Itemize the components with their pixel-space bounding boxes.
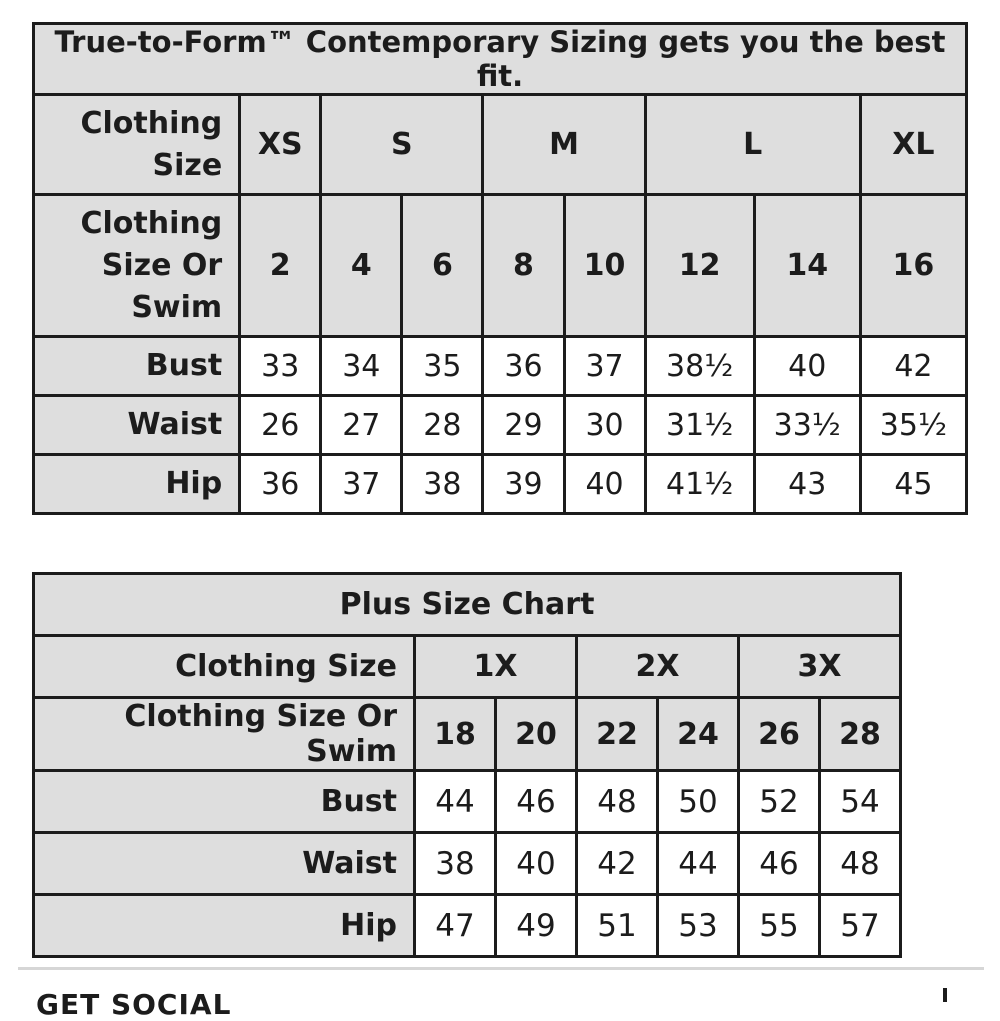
footer-heading: GET SOCIAL xyxy=(36,988,232,1021)
clothing-size-label: Clothing Size xyxy=(34,95,240,195)
size-number: 16 xyxy=(860,195,966,337)
bust-value: 40 xyxy=(754,337,860,396)
footer-divider xyxy=(18,967,984,970)
size-number: 4 xyxy=(321,195,402,337)
size-number: 10 xyxy=(564,195,645,337)
size-number: 2 xyxy=(240,195,321,337)
hip-value: 37 xyxy=(321,455,402,514)
size-m: M xyxy=(483,95,645,195)
hip-value: 38 xyxy=(402,455,483,514)
contemporary-title: True-to-Form™ Contemporary Sizing gets you the best fit. xyxy=(34,24,967,95)
plus-title: Plus Size Chart xyxy=(34,574,901,636)
waist-value: 33½ xyxy=(754,396,860,455)
hip-value: 49 xyxy=(496,895,577,957)
bust-value: 36 xyxy=(483,337,564,396)
hip-label: Hip xyxy=(34,455,240,514)
bust-value: 50 xyxy=(658,771,739,833)
size-number: 24 xyxy=(658,698,739,771)
bust-row xyxy=(34,337,967,396)
waist-row xyxy=(34,396,967,455)
bust-value: 38½ xyxy=(645,337,754,396)
waist-value: 40 xyxy=(496,833,577,895)
size-number: 6 xyxy=(402,195,483,337)
size-1x: 1X xyxy=(415,636,577,698)
waist-value: 31½ xyxy=(645,396,754,455)
waist-value: 30 xyxy=(564,396,645,455)
bust-value: 48 xyxy=(577,771,658,833)
plus-bust-row xyxy=(34,771,901,833)
size-number: 14 xyxy=(754,195,860,337)
hip-value: 55 xyxy=(739,895,820,957)
size-number: 12 xyxy=(645,195,754,337)
plus-size-chart xyxy=(32,572,902,958)
bust-value: 37 xyxy=(564,337,645,396)
size-s: S xyxy=(321,95,483,195)
hip-row xyxy=(34,455,967,514)
size-xl: XL xyxy=(860,95,966,195)
bust-label: Bust xyxy=(34,337,240,396)
waist-value: 26 xyxy=(240,396,321,455)
bust-value: 42 xyxy=(860,337,966,396)
bust-value: 33 xyxy=(240,337,321,396)
hip-value: 45 xyxy=(860,455,966,514)
plus-clothing-size-label: Clothing Size xyxy=(34,636,415,698)
hip-value: 57 xyxy=(820,895,901,957)
bust-value: 44 xyxy=(415,771,496,833)
bust-value: 54 xyxy=(820,771,901,833)
bust-value: 46 xyxy=(496,771,577,833)
waist-value: 29 xyxy=(483,396,564,455)
waist-value: 38 xyxy=(415,833,496,895)
plus-size-row xyxy=(34,636,901,698)
size-number: 18 xyxy=(415,698,496,771)
hip-label: Hip xyxy=(34,895,415,957)
size-row xyxy=(34,95,967,195)
hip-value: 43 xyxy=(754,455,860,514)
waist-value: 42 xyxy=(577,833,658,895)
size-number: 26 xyxy=(739,698,820,771)
size-number: 8 xyxy=(483,195,564,337)
hip-value: 36 xyxy=(240,455,321,514)
hip-value: 47 xyxy=(415,895,496,957)
plus-swim-size-row xyxy=(34,698,901,771)
clothing-swim-label: Clothing Size Or Swim xyxy=(34,195,240,337)
bust-value: 35 xyxy=(402,337,483,396)
waist-label: Waist xyxy=(34,833,415,895)
waist-value: 44 xyxy=(658,833,739,895)
size-number: 20 xyxy=(496,698,577,771)
hip-value: 41½ xyxy=(645,455,754,514)
waist-value: 35½ xyxy=(860,396,966,455)
waist-value: 27 xyxy=(321,396,402,455)
hip-value: 53 xyxy=(658,895,739,957)
waist-value: 28 xyxy=(402,396,483,455)
hip-value: 39 xyxy=(483,455,564,514)
plus-waist-row xyxy=(34,833,901,895)
hip-value: 40 xyxy=(564,455,645,514)
plus-hip-row xyxy=(34,895,901,957)
size-xs: XS xyxy=(240,95,321,195)
bust-value: 34 xyxy=(321,337,402,396)
hip-value: 51 xyxy=(577,895,658,957)
waist-value: 46 xyxy=(739,833,820,895)
swim-size-row xyxy=(34,195,967,337)
size-l: L xyxy=(645,95,860,195)
contemporary-size-chart xyxy=(32,22,968,515)
size-3x: 3X xyxy=(739,636,901,698)
size-2x: 2X xyxy=(577,636,739,698)
size-number: 22 xyxy=(577,698,658,771)
waist-label: Waist xyxy=(34,396,240,455)
bust-label: Bust xyxy=(34,771,415,833)
bust-value: 52 xyxy=(739,771,820,833)
waist-value: 48 xyxy=(820,833,901,895)
size-number: 28 xyxy=(820,698,901,771)
plus-clothing-swim-label: Clothing Size Or Swim xyxy=(34,698,415,771)
